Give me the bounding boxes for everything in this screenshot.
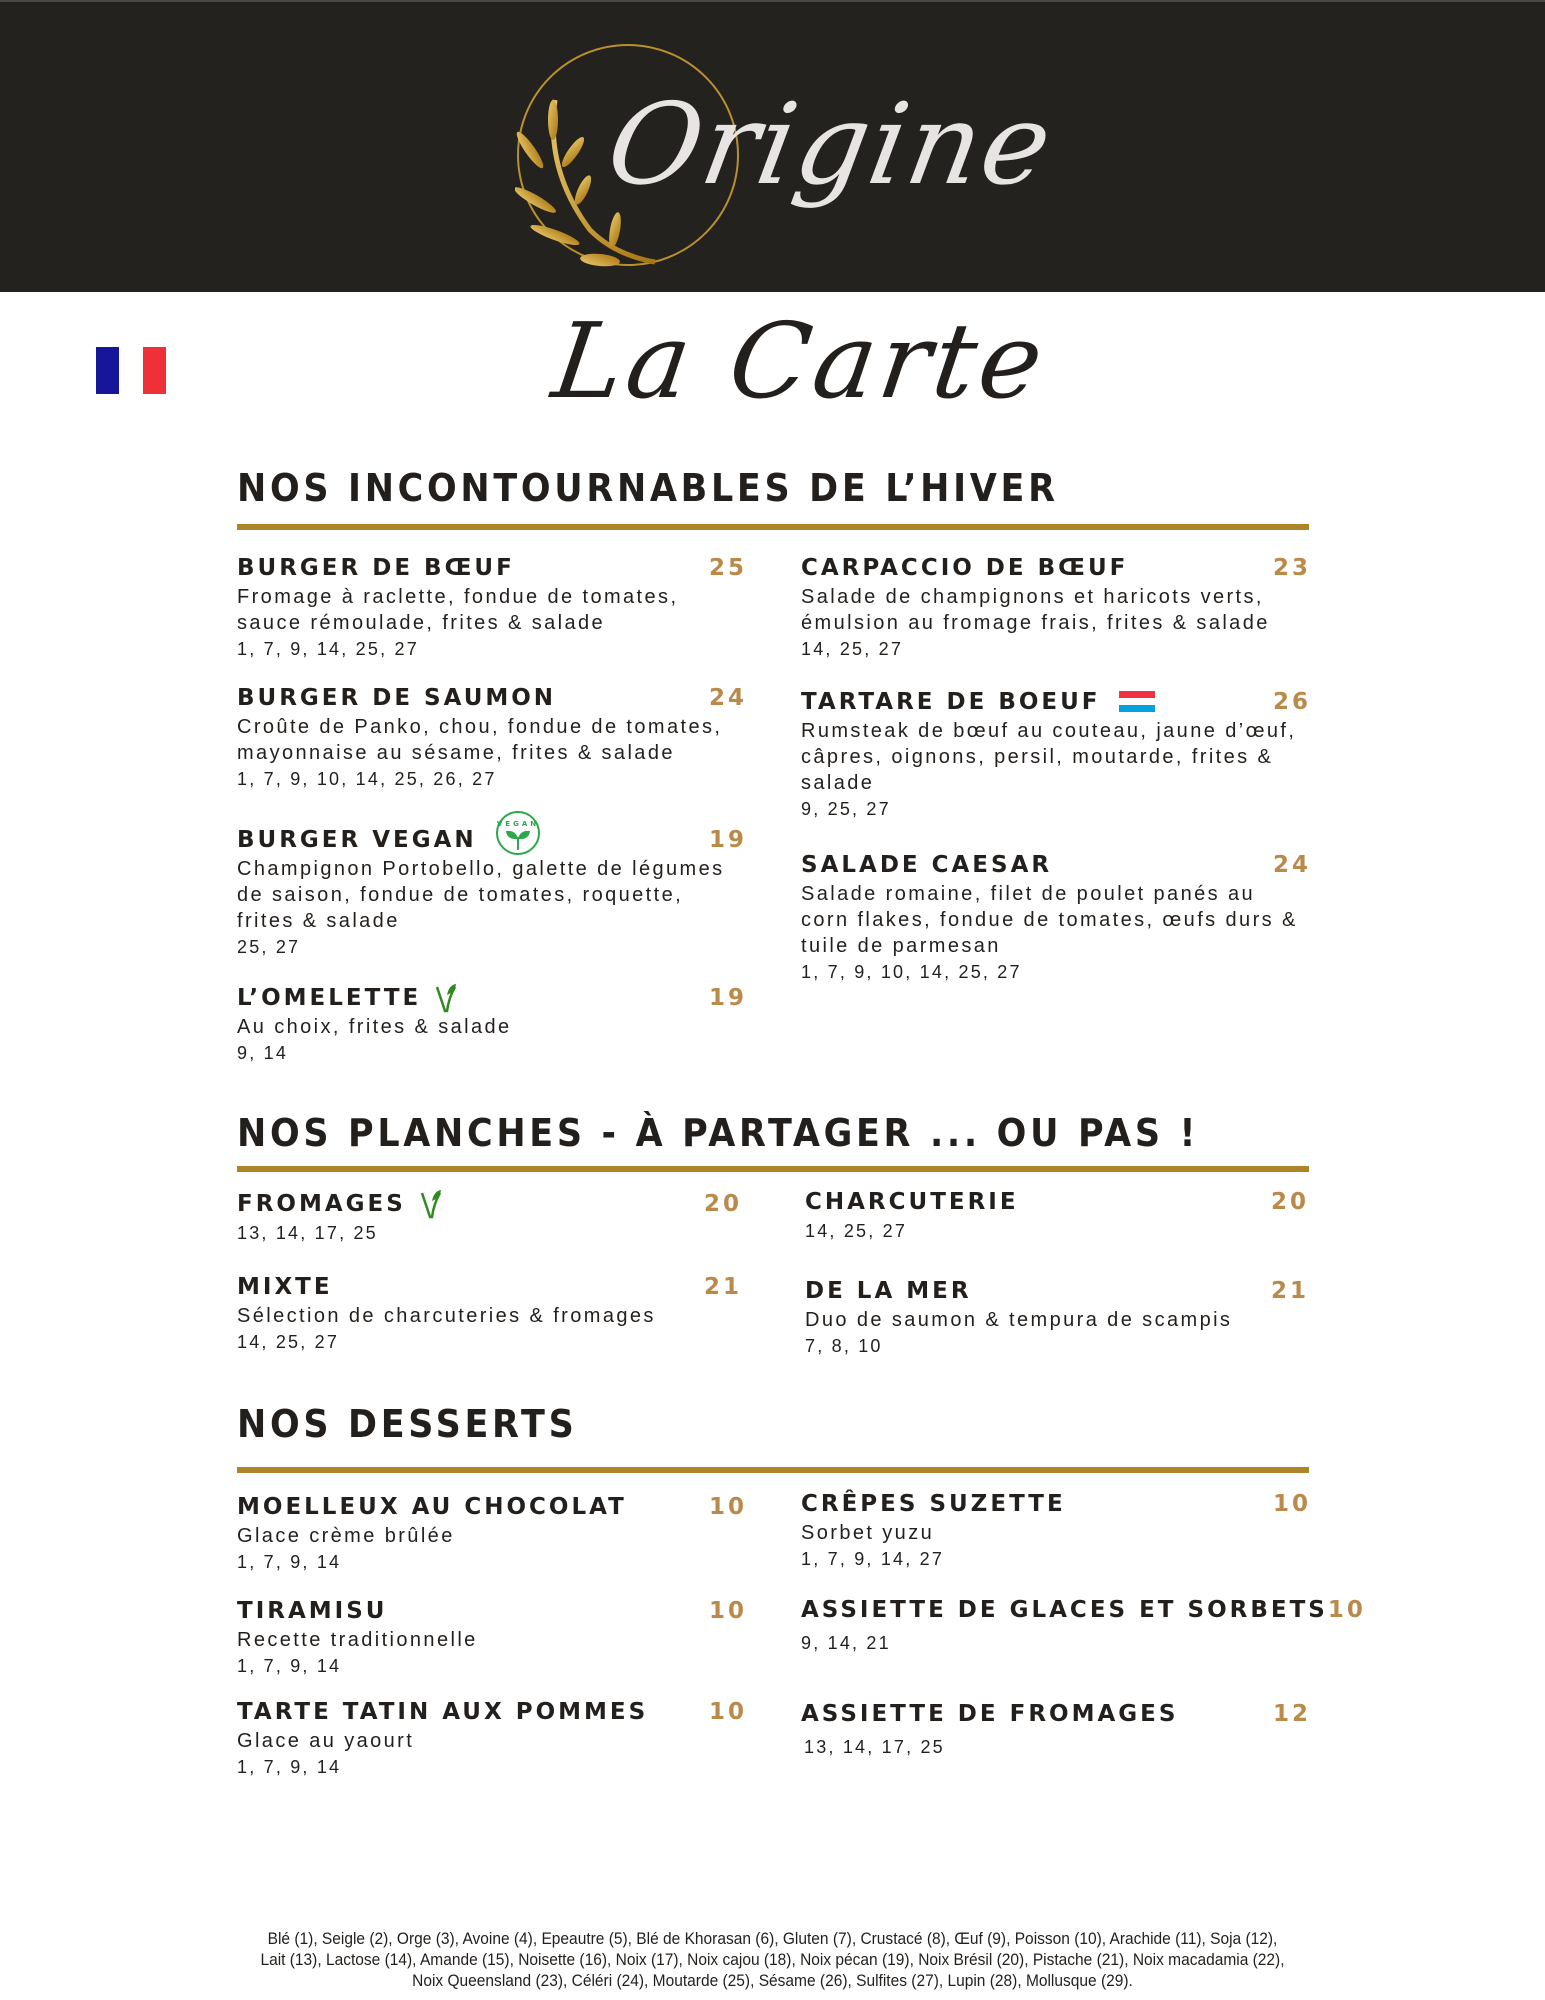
menu-item-charcuterie	[805, 1186, 1309, 1245]
section-title-incontournables: NOS INCONTOURNABLES DE L’HIVER	[237, 466, 1059, 510]
menu-item-carpaccio	[801, 552, 1311, 663]
item-name: CRÊPES SUZETTE	[801, 1491, 1066, 1517]
menu-item-glaces-sorbets	[801, 1594, 1366, 1657]
item-description: Sélection de charcuteries & fromages	[237, 1305, 656, 1327]
item-name: CHARCUTERIE	[805, 1189, 1019, 1215]
item-name: MIXTE	[237, 1274, 333, 1300]
allergen-legend-line: Noix Queensland (23), Céléri (24), Moutarde (25), Sésame (26), Sulfites (27), Lupin (28), Mollusque (29).	[412, 1972, 1133, 1990]
item-allergens: 13, 14, 17, 25	[237, 1223, 378, 1243]
item-name: BURGER DE BŒUF	[237, 555, 515, 581]
item-name: BURGER DE SAUMON	[237, 685, 557, 711]
item-price: 10	[708, 1494, 747, 1520]
item-price: 10	[1272, 1491, 1311, 1517]
item-allergens: 1, 7, 9, 14, 25, 27	[237, 639, 419, 659]
flag-france-icon[interactable]	[96, 347, 166, 394]
section-divider	[237, 1166, 1309, 1172]
item-price: 12	[1272, 1701, 1311, 1727]
section-title-planches: NOS PLANCHES - À PARTAGER ... OU PAS !	[237, 1111, 1200, 1155]
menu-item-tarte-tatin	[237, 1696, 747, 1781]
item-description: Recette traditionnelle	[237, 1629, 478, 1651]
menu-item-assiette-fromages	[801, 1698, 1311, 1761]
item-name: TIRAMISU	[237, 1598, 388, 1624]
item-name: FROMAGES	[237, 1191, 406, 1217]
item-allergens: 1, 7, 9, 14, 27	[801, 1549, 945, 1569]
menu-item-tiramisu	[237, 1595, 747, 1680]
item-price: 21	[1270, 1278, 1309, 1304]
menu-item-de-la-mer	[805, 1275, 1309, 1360]
item-allergens: 1, 7, 9, 10, 14, 25, 26, 27	[237, 769, 497, 789]
item-name: L’OMELETTE	[237, 985, 422, 1011]
menu-item-mixte	[237, 1271, 742, 1356]
menu-item-burger-vegan	[237, 820, 747, 961]
item-price: 24	[708, 685, 747, 711]
item-description: Champignon Portobello, galette de légumes de saison, fondue de tomates, roquette, frites & salade	[237, 858, 725, 932]
item-allergens: 14, 25, 27	[805, 1221, 908, 1241]
vegetarian-leaf-icon	[420, 1189, 442, 1219]
item-price: 20	[1270, 1189, 1309, 1215]
item-name: TARTARE DE BOEUF	[801, 689, 1101, 715]
menu-item-tartare	[801, 686, 1311, 823]
item-description: Croûte de Panko, chou, fondue de tomates, mayonnaise au sésame, frites & salade	[237, 716, 723, 764]
restaurant-name: Origine	[598, 80, 1063, 210]
item-allergens: 1, 7, 9, 14	[237, 1552, 342, 1572]
item-allergens: 9, 25, 27	[801, 799, 891, 819]
item-price: 24	[1272, 852, 1311, 878]
item-description: Au choix, frites & salade	[237, 1016, 512, 1038]
item-price: 26	[1272, 689, 1311, 715]
vegetarian-leaf-icon	[435, 983, 457, 1013]
item-price: 19	[708, 827, 747, 853]
section-title-desserts: NOS DESSERTS	[237, 1402, 578, 1446]
page-title: La Carte	[546, 300, 1054, 422]
item-price: 21	[703, 1274, 742, 1300]
allergen-legend	[103, 1929, 1443, 1992]
section-divider	[237, 524, 1309, 530]
menu-item-fromages	[237, 1188, 742, 1247]
item-allergens: 14, 25, 27	[801, 639, 904, 659]
item-name: SALADE CAESAR	[801, 852, 1053, 878]
allergen-legend-line: Blé (1), Seigle (2), Orge (3), Avoine (4), Epeautre (5), Blé de Khorasan (6), Gluten (7), Crustacé (8), Œuf (9), Poisson (10), Arachide (11), Soja (12),	[267, 1930, 1278, 1948]
item-description: Glace au yaourt	[237, 1730, 415, 1752]
item-name: BURGER VEGAN	[237, 827, 477, 853]
svg-text:VEGAN: VEGAN	[496, 820, 539, 828]
item-price: 19	[708, 985, 747, 1011]
flag-luxembourg-icon	[1119, 691, 1155, 713]
item-description: Sorbet yuzu	[801, 1522, 935, 1544]
item-name: ASSIETTE DE FROMAGES	[801, 1701, 1179, 1727]
item-name: CARPACCIO DE BŒUF	[801, 555, 1129, 581]
item-allergens: 1, 7, 9, 14	[237, 1656, 342, 1676]
vegan-badge-icon	[495, 810, 541, 856]
item-allergens: 9, 14	[237, 1043, 289, 1063]
item-allergens: 25, 27	[237, 937, 301, 957]
item-name: DE LA MER	[805, 1278, 972, 1304]
menu-item-moelleux	[237, 1491, 747, 1576]
item-description: Glace crème brûlée	[237, 1525, 455, 1547]
item-description: Duo de saumon & tempura de scampis	[805, 1309, 1233, 1331]
item-allergens: 7, 8, 10	[805, 1336, 883, 1356]
item-description: Fromage à raclette, fondue de tomates, sauce rémoulade, frites & salade	[237, 586, 679, 634]
item-description: Rumsteak de bœuf au couteau, jaune d’œuf, câpres, oignons, persil, moutarde, frites & salade	[801, 720, 1297, 794]
item-price: 10	[1327, 1597, 1366, 1623]
item-name: TARTE TATIN AUX POMMES	[237, 1699, 649, 1725]
item-allergens: 1, 7, 9, 14	[237, 1757, 342, 1777]
item-allergens: 14, 25, 27	[237, 1332, 340, 1352]
item-allergens: 9, 14, 21	[801, 1633, 891, 1653]
item-name: ASSIETTE DE GLACES ET SORBETS	[801, 1597, 1328, 1623]
item-name: MOELLEUX AU CHOCOLAT	[237, 1494, 627, 1520]
menu-item-salade-caesar	[801, 849, 1311, 986]
allergen-legend-line: Lait (13), Lactose (14), Amande (15), Noisette (16), Noix (17), Noix cajou (18), Noix pécan (19), Noix Brésil (20), Pistache (21), Noix macadamia (22),	[260, 1951, 1285, 1969]
item-price: 10	[708, 1598, 747, 1624]
menu-item-omelette	[237, 982, 747, 1067]
item-price: 23	[1272, 555, 1311, 581]
menu-item-burger-saumon	[237, 682, 747, 793]
restaurant-logo	[515, 40, 1063, 280]
item-description: Salade de champignons et haricots verts, émulsion au fromage frais, frites & salade	[801, 586, 1270, 634]
item-price: 25	[708, 555, 747, 581]
menu-item-crepes-suzette	[801, 1488, 1311, 1573]
item-allergens: 1, 7, 9, 10, 14, 25, 27	[801, 962, 1022, 982]
item-allergens: 13, 14, 17, 25	[804, 1737, 945, 1757]
item-price: 20	[703, 1191, 742, 1217]
section-divider	[237, 1467, 1309, 1473]
item-price: 10	[708, 1699, 747, 1725]
header-band	[0, 0, 1545, 292]
item-description: Salade romaine, filet de poulet panés au corn flakes, fondue de tomates, œufs durs & tuile de parmesan	[801, 883, 1298, 957]
menu-item-burger-boeuf	[237, 552, 747, 663]
